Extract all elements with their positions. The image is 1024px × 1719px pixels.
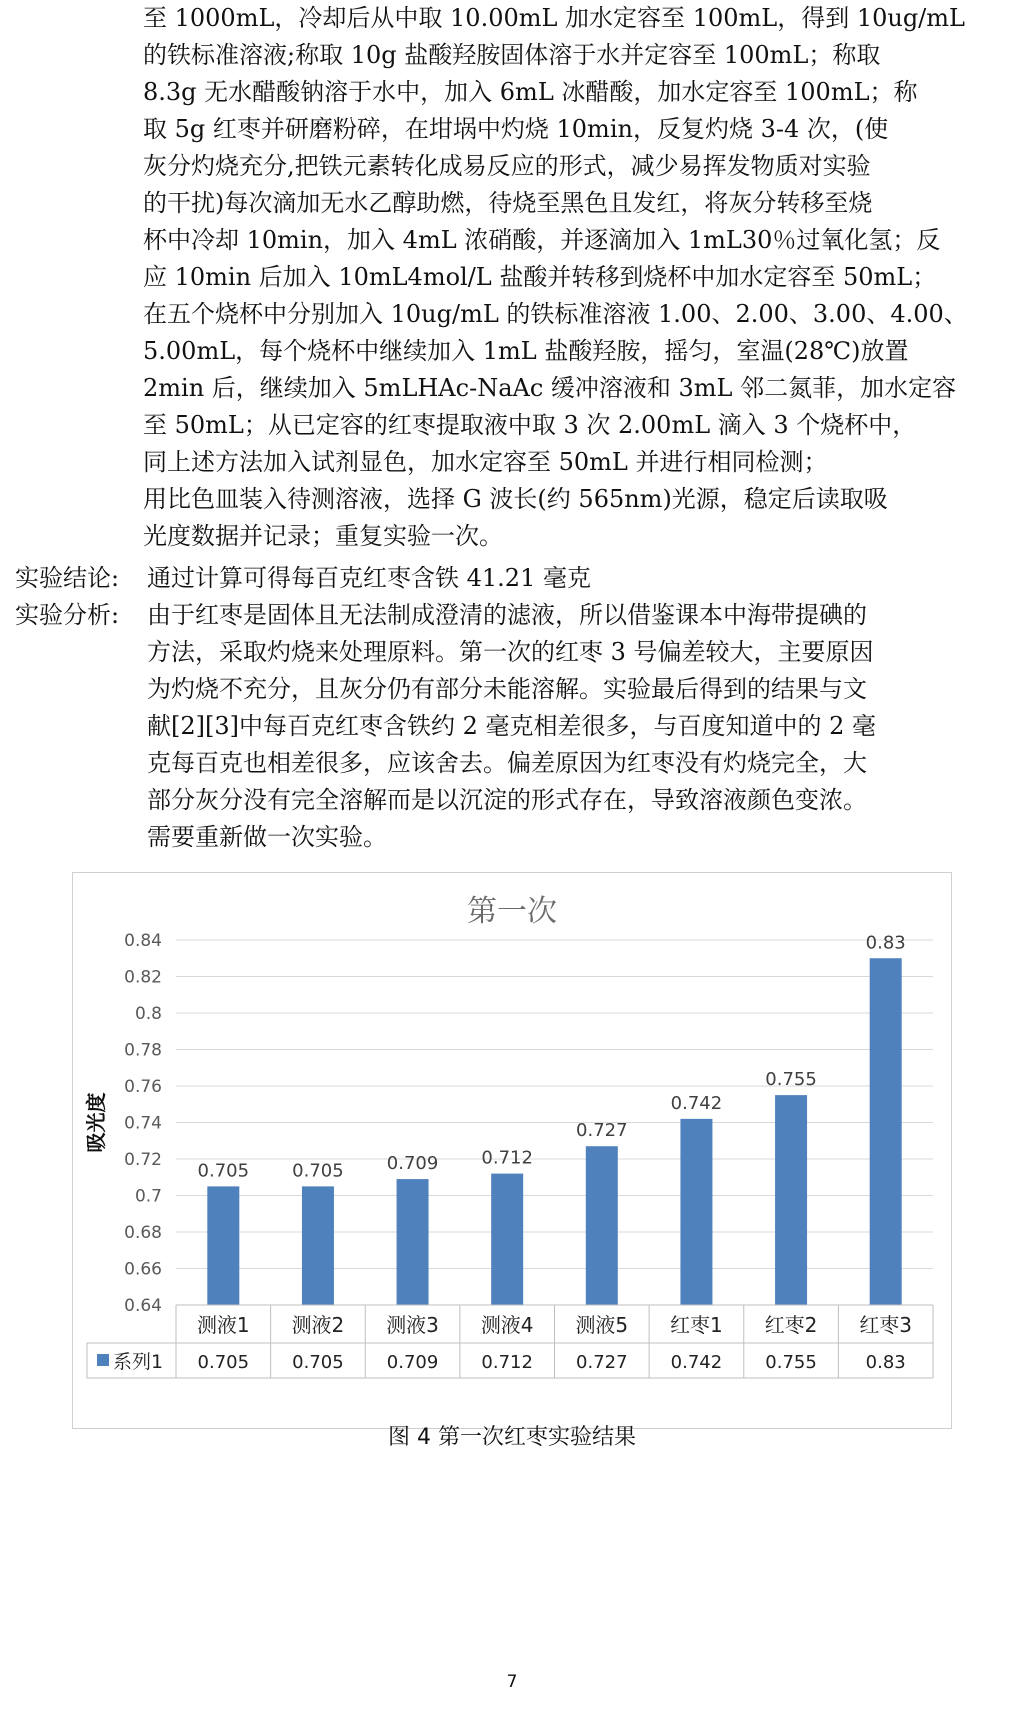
- analysis-line: 部分灰分没有完全溶解而是以沉淀的形式存在，导致溶液颜色变浓。: [147, 786, 867, 814]
- data-label: 0.83: [865, 932, 906, 954]
- table-value: 0.83: [865, 1352, 906, 1373]
- y-tick-label: 0.8: [134, 1004, 162, 1024]
- analysis-body: [147, 597, 1017, 856]
- y-tick-label: 0.68: [124, 1223, 162, 1243]
- procedure-line: 灰分灼烧充分,把铁元素转化成易反应的形式，减少易挥发物质对实验: [143, 152, 871, 180]
- procedure-line: 取 5g 红枣并研磨粉碎，在坩埚中灼烧 10min，反复灼烧 3-4 次，(使: [143, 115, 889, 143]
- bar: [680, 1119, 712, 1305]
- analysis-line: 需要重新做一次实验。: [147, 823, 387, 851]
- data-label: 0.709: [386, 1153, 439, 1175]
- analysis-line: 方法，采取灼烧来处理原料。第一次的红枣 3 号偏差较大，主要原因: [147, 638, 874, 666]
- conclusion-label: 实验结论:: [15, 564, 120, 592]
- bar: [397, 1179, 429, 1305]
- data-label: 0.705: [292, 1160, 344, 1182]
- procedure-line: 的干扰)每次滴加无水乙醇助燃，待烧至黑色且发红，将灰分转移至烧: [143, 189, 873, 217]
- analysis-label: 实验分析:: [15, 601, 120, 629]
- data-label: 0.705: [197, 1160, 250, 1182]
- category-label: 红枣1: [670, 1313, 723, 1337]
- analysis-line: 克每百克也相差很多，应该舍去。偏差原因为红枣没有灼烧完全，大: [147, 749, 867, 777]
- y-tick-label: 0.7: [134, 1186, 162, 1207]
- data-label: 0.727: [576, 1120, 628, 1142]
- table-value: 0.705: [292, 1352, 344, 1373]
- page-number: 7: [506, 1672, 518, 1692]
- conclusion-text: 通过计算可得每百克红枣含铁 41.21 毫克: [147, 564, 591, 592]
- table-value: 0.709: [386, 1352, 439, 1373]
- analysis-line: 由于红枣是固体且无法制成澄清的滤液，所以借鉴课本中海带提碘的: [147, 601, 867, 629]
- procedure-line: 至 1000mL，冷却后从中取 10.00mL 加水定容至 100mL，得到 10ug/mL: [143, 4, 965, 32]
- figure-caption: 图 4 第一次红枣实验结果: [388, 1425, 636, 1450]
- procedure-line: 在五个烧杯中分别加入 10ug/mL 的铁标准溶液 1.00、2.00、3.00、4.00、: [143, 300, 968, 328]
- y-tick-label: 0.64: [124, 1296, 162, 1316]
- table-value: 0.705: [197, 1352, 250, 1373]
- procedure-line: 至 50mL；从已定容的红枣提取液中取 3 次 2.00mL 滴入 3 个烧杯中，: [143, 411, 917, 439]
- bar: [586, 1146, 618, 1305]
- analysis-line: 为灼烧不充分，且灰分仍有部分未能溶解。实验最后得到的结果与文: [147, 675, 867, 703]
- legend-series-name: 系列1: [113, 1351, 164, 1373]
- bar: [302, 1186, 334, 1305]
- analysis-line: 献[2][3]中每百克红枣含铁约 2 毫克相差很多，与百度知道中的 2 毫: [147, 712, 877, 740]
- table-value: 0.727: [576, 1352, 628, 1373]
- legend-key: [97, 1354, 109, 1366]
- y-tick-label: 0.82: [124, 967, 162, 988]
- data-label: 0.755: [765, 1069, 817, 1091]
- category-label: 测液5: [575, 1313, 629, 1337]
- y-tick-label: 0.66: [124, 1259, 162, 1280]
- procedure-line: 用比色皿装入待测溶液，选择 G 波长(约 565nm)光源，稳定后读取吸: [143, 485, 888, 513]
- procedure-line: 5.00mL，每个烧杯中继续加入 1mL 盐酸羟胺，摇匀，室温(28℃)放置: [143, 337, 909, 365]
- bar: [491, 1174, 523, 1305]
- chart-figure: [72, 872, 952, 1429]
- procedure-line: 的铁标准溶液;称取 10g 盐酸羟胺固体溶于水并定容至 100mL；称取: [143, 41, 881, 69]
- procedure-line: 光度数据并记录；重复实验一次。: [143, 522, 503, 550]
- procedure-line: 应 10min 后加入 10mL4mol/L 盐酸并转移到烧杯中加水定容至 50mL；: [143, 263, 937, 291]
- y-tick-label: 0.74: [124, 1113, 162, 1134]
- procedure-line: 8.3g 无水醋酸钠溶于水中，加入 6mL 冰醋酸，加水定容至 100mL；称: [143, 78, 918, 106]
- procedure-line: 杯中冷却 10min，加入 4mL 浓硝酸，并逐滴加入 1mL30％过氧化氢；反: [143, 226, 941, 254]
- table-value: 0.755: [765, 1352, 817, 1373]
- category-label: 测液3: [386, 1313, 439, 1337]
- table-value: 0.742: [670, 1352, 723, 1373]
- table-value: 0.712: [481, 1352, 533, 1373]
- category-label: 红枣2: [764, 1313, 818, 1337]
- category-label: 红枣3: [859, 1313, 913, 1337]
- bar: [870, 958, 902, 1305]
- bar: [775, 1095, 807, 1305]
- data-label: 0.742: [670, 1092, 723, 1114]
- category-label: 测液1: [196, 1313, 250, 1337]
- bar: [207, 1186, 239, 1305]
- y-tick-label: 0.78: [124, 1040, 162, 1061]
- bar-chart: [73, 873, 951, 1428]
- procedure-line: 2min 后，继续加入 5mLHAc-NaAc 缓冲溶液和 3mL 邻二氮菲，加水定容: [143, 374, 957, 402]
- y-tick-label: 0.84: [124, 931, 162, 951]
- chart-title: 第一次: [467, 894, 557, 929]
- y-tick-label: 0.72: [124, 1150, 162, 1170]
- y-axis-label: 吸光度: [84, 1092, 108, 1153]
- y-tick-label: 0.76: [124, 1077, 162, 1097]
- procedure-paragraph: [143, 0, 1013, 555]
- category-label: 测液4: [480, 1313, 534, 1337]
- procedure-line: 同上述方法加入试剂显色，加水定容至 50mL 并进行相同检测；: [143, 448, 828, 476]
- data-label: 0.712: [481, 1147, 533, 1169]
- category-label: 测液2: [291, 1313, 345, 1337]
